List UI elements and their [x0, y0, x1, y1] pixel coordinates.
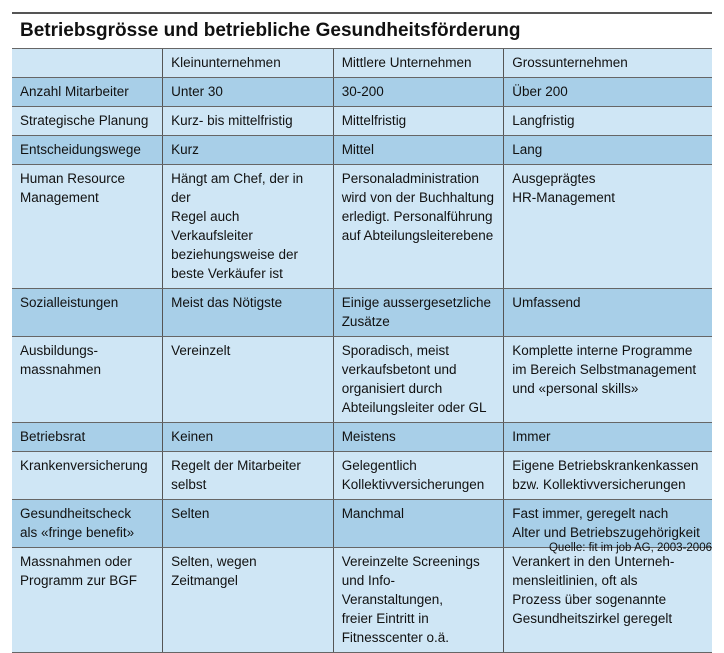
table-row [12, 165, 712, 289]
large-company-cell: Immer [504, 423, 712, 452]
large-company-cell: Langfristig [504, 107, 712, 136]
large-company-cell: Komplette interne Programme im Bereich Selbstmanagement und «personal skills» [504, 337, 712, 423]
row-label-cell: Massnahmen oder Programm zur BGF [12, 548, 163, 653]
small-company-cell: Kurz- bis mittelfristig [163, 107, 334, 136]
table-title: Betriebsgrösse und betriebliche Gesundheitsförderung [12, 14, 712, 49]
table-row [12, 136, 712, 165]
header-row [12, 49, 712, 78]
large-company-cell: Eigene Betriebskrankenkassen bzw. Kollektivversicherungen [504, 452, 712, 500]
large-company-cell: Fast immer, geregelt nach Alter und Betriebszugehörigkeit [504, 500, 712, 548]
large-company-cell: Lang [504, 136, 712, 165]
table-row [12, 452, 712, 500]
row-label-cell: Ausbildungs- massnahmen [12, 337, 163, 423]
small-company-cell: Unter 30 [163, 78, 334, 107]
table-row [12, 289, 712, 337]
comparison-table [12, 49, 712, 653]
table-row [12, 548, 712, 653]
table-row [12, 423, 712, 452]
large-company-cell: Umfassend [504, 289, 712, 337]
row-label-cell: Betriebsrat [12, 423, 163, 452]
small-company-cell: Kurz [163, 136, 334, 165]
small-company-cell: Keinen [163, 423, 334, 452]
small-company-cell: Meist das Nötigste [163, 289, 334, 337]
small-company-cell: Selten, wegen Zeitmangel [163, 548, 334, 653]
small-company-cell: Selten [163, 500, 334, 548]
header-cell-empty [12, 49, 163, 78]
header-cell-medium: Mittlere Unternehmen [333, 49, 504, 78]
medium-company-cell: Manchmal [333, 500, 504, 548]
medium-company-cell: 30-200 [333, 78, 504, 107]
row-label-cell: Human Resource Management [12, 165, 163, 289]
row-label-cell: Gesundheitscheck als «fringe benefit» [12, 500, 163, 548]
row-label-cell: Strategische Planung [12, 107, 163, 136]
row-label-cell: Krankenversicherung [12, 452, 163, 500]
row-label-cell: Sozialleistungen [12, 289, 163, 337]
header-cell-large: Grossunternehmen [504, 49, 712, 78]
medium-company-cell: Mittel [333, 136, 504, 165]
row-label-cell: Anzahl Mitarbeiter [12, 78, 163, 107]
small-company-cell: Regelt der Mitarbeiter selbst [163, 452, 334, 500]
table-row [12, 78, 712, 107]
large-company-cell: Ausgeprägtes HR-Management [504, 165, 712, 289]
table-row [12, 107, 712, 136]
large-company-cell: Über 200 [504, 78, 712, 107]
medium-company-cell: Gelegentlich Kollektivversicherungen [333, 452, 504, 500]
medium-company-cell: Meistens [333, 423, 504, 452]
medium-company-cell: Einige aussergesetzliche Zusätze [333, 289, 504, 337]
medium-company-cell: Personaladministration wird von der Buchhaltung erledigt. Personalführung auf Abteilungsleiterebene [333, 165, 504, 289]
header-cell-small: Kleinunternehmen [163, 49, 334, 78]
row-label-cell: Entscheidungswege [12, 136, 163, 165]
table-row [12, 337, 712, 423]
table-frame [12, 12, 712, 653]
table-row [12, 500, 712, 548]
source-note: Quelle: fit im job AG, 2003-2006 [548, 542, 712, 554]
medium-company-cell: Mittelfristig [333, 107, 504, 136]
medium-company-cell: Vereinzelte Screenings und Info-Veranstaltungen, freier Eintritt in Fitnesscenter o.ä. [333, 548, 504, 653]
medium-company-cell: Sporadisch, meist verkaufsbetont und organisiert durch Abteilungsleiter oder GL [333, 337, 504, 423]
small-company-cell: Vereinzelt [163, 337, 334, 423]
large-company-cell: Verankert in den Unterneh- mensleitlinien, oft als Prozess über sogenannte Gesundheitszirkel geregelt [504, 548, 712, 653]
small-company-cell: Hängt am Chef, der in der Regel auch Verkaufsleiter beziehungsweise der beste Verkäufer ist [163, 165, 334, 289]
